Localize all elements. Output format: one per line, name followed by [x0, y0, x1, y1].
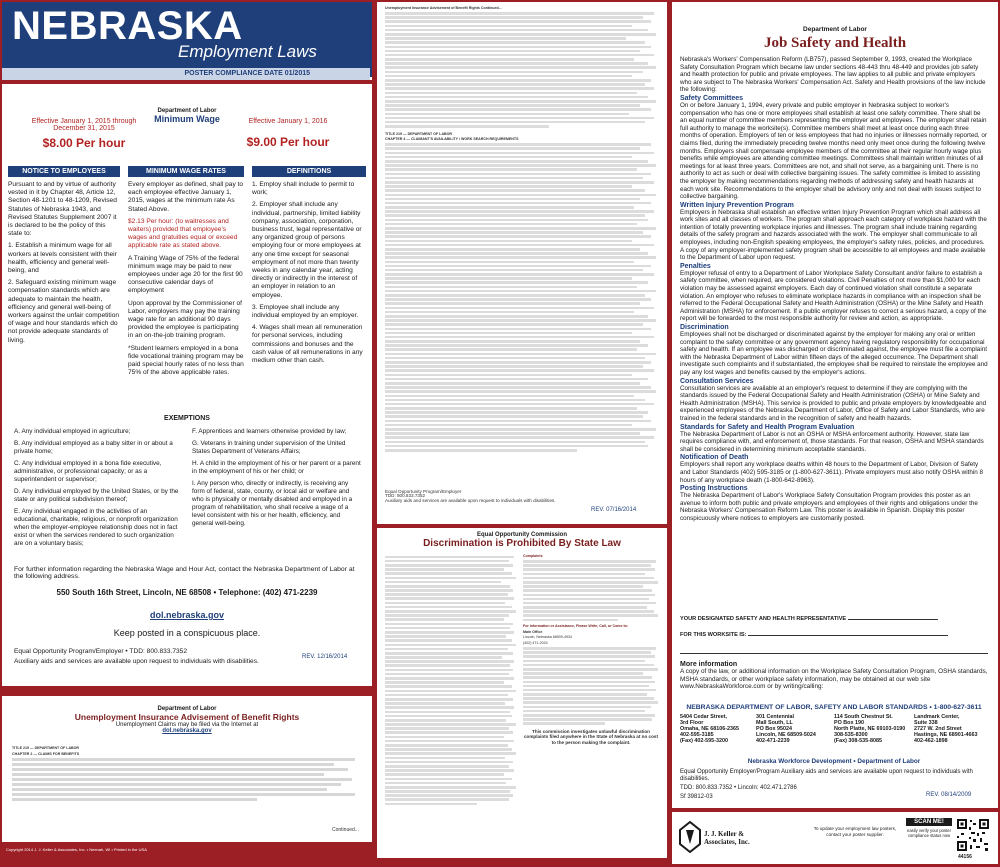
- disc-left-column: [385, 554, 517, 807]
- exemptions-right: [192, 428, 362, 532]
- js-worksite-line-2: [680, 642, 988, 654]
- office-line: Mall South, LL: [756, 720, 793, 726]
- ui-cont-body: [377, 2, 667, 457]
- ui-dept: Department of Labor: [157, 706, 217, 712]
- js-text-consultation: Consultation services are available at an employer's request to determine if they are complying with the standards issued by the Federal Occupational Safety and Health Administration (OSHA) or Mine Safety and Health Administration (MSHA). This service is provided to public and private employers by knowledgeable and experienced employees of the Nebraska Department of Labor, Office of Safety and Labor Standards, who are trained in the federal standards and in the recognition of safety and health hazards.: [680, 384, 987, 422]
- update-text: To update your employment law posters, contact your poster supplier.: [813, 826, 897, 837]
- mw-aux-line: Auxiliary aids and services are available upon request to individuals with disabilities.: [14, 658, 259, 665]
- office-lincoln: [756, 714, 832, 744]
- mw-column-definitions: [252, 166, 366, 369]
- poster-subtitle: Employment Laws: [178, 42, 317, 61]
- exemption-f: F. Apprentices and learners otherwise provided by law;: [192, 428, 347, 435]
- ui-cont-chapter4: CHAPTER 4 — CLAIMANT'S AVAILABILITY / WORK SEARCH REQUIREMENTS: [385, 137, 519, 142]
- discrimination-panel: [377, 528, 667, 858]
- col-definitions-heading: DEFINITIONS: [252, 166, 366, 177]
- js-text-standards: The Nebraska Department of Labor is not an OSHA or MSHA enforcement authority. However, state law requires compliance with, and enforcement of, those standards. For that reason, OSHA and MSHA standards shall be considered in determining minimum acceptable standards.: [680, 430, 984, 453]
- office-line: 3rd Floor: [680, 720, 704, 726]
- ui-continued: Continued...: [332, 827, 359, 833]
- ui-cont-revision: REV. 07/16/2014: [591, 507, 637, 513]
- mw-keep-posted: Keep posted in a conspicuous place.: [113, 628, 261, 638]
- js-heading-penalties: Penalties: [680, 262, 711, 270]
- mw-column-notice: [8, 166, 120, 349]
- ui-cont-tdd: TDD: 800.833.7352: [385, 493, 426, 499]
- disc-dept: Equal Opportunity Commission: [476, 532, 567, 538]
- ui-continued-panel: [377, 2, 667, 524]
- js-heading-injury-program: Written Injury Prevention Program: [680, 201, 794, 209]
- exemptions-left: [14, 428, 180, 552]
- ui-subtitle: Unemployment Claims may be filed via the Internet at: [115, 722, 259, 728]
- disc-main-office: Main Office: [523, 629, 543, 634]
- definition-2: 2. Employer shall include any individual, partnership, limited liability company, association, corporation, business trust, legal representative or any organized group of persons employing four or more employees at any one time except for seasonal employment of not more than twenty weeks in any calendar year, acting directly or indirectly in the interest of an employer in relation to an employee.: [252, 201, 362, 299]
- js-heading-committees: Safety Committees: [680, 94, 744, 102]
- rates-text-1: Every employer as defined, shall pay to each employee effective January 1, 2015, wages at the minimum rate As Stated Above.: [128, 181, 244, 213]
- ui-rules-lines: [12, 758, 362, 801]
- qr-code-icon[interactable]: [956, 818, 990, 852]
- notice-text: Pursuant to and by virtue of authority vested in it by Chapter 48, Article 12, Section 48-1201 to 48-1209, Revised Statutes of Nebraska 1943, and Revised Statutes Supplement 2007 it is declared to be the policy of this state to:: [8, 181, 117, 238]
- office-line: Hastings, NE 68901-4663: [914, 732, 978, 738]
- rates-text-5: *Student learners employed in a bona fide vocational training program may be paid special hourly rates of no less than 75% of the above applicable rates.: [128, 344, 244, 377]
- js-title: Job Safety and Health: [763, 35, 907, 51]
- js-revision: REV. 08/14/2009: [926, 792, 972, 798]
- exemption-e: E. Any individual engaged in the activities of an educational, charitable, religious, or nonprofit organization when the employer-employee relationship does not in fact exist or when the services rendered to such organization are on a voluntary basis;: [14, 508, 178, 547]
- ui-cont-eo: [385, 490, 556, 503]
- ui-cont-aux: Auxiliary aids and services are available upon request to individuals with disabilities.: [385, 497, 556, 503]
- office-north-platte: [834, 714, 910, 744]
- disc-complaints-heading: Complaints: [523, 554, 543, 558]
- js-heading-standards: Standards for Safety and Health Program Evaluation: [680, 423, 855, 431]
- js-tdd: TDD: 800.833.7352 • Lincoln: 402.471.2786: [680, 785, 797, 791]
- ui-cont-lines-1: [385, 12, 659, 128]
- exemption-g: G. Veterans in training under supervision of the United States Department of Veterans Affairs;: [192, 440, 346, 455]
- mw-rate-2016: [228, 118, 348, 149]
- js-more-text: A copy of the law, or additional information on the Workplace Safety Consultation Program, OSHA standards, MSHA standards, or other workplace safety information, may be obtained at our web site www.NebraskaWorkforce.com or by writing/calling:: [680, 668, 988, 691]
- disc-right-column: [523, 554, 659, 746]
- footer-strip: [672, 812, 998, 864]
- mw-rate2-effective: Effective January 1, 2016: [248, 118, 328, 125]
- col-notice-heading: NOTICE TO EMPLOYEES: [8, 166, 120, 177]
- office-line: 402-595-3185: [680, 732, 714, 738]
- office-line: (Fax) 308-535-8085: [834, 738, 882, 744]
- disc-address: Lincoln, Nebraska 68509-4934: [523, 635, 572, 640]
- scan-label: SCAN ME!: [906, 818, 952, 826]
- mw-rate2-amount: $9.00 Per hour: [246, 135, 330, 149]
- js-text-committees: On or before January 1, 1994, every private and public employer in Nebraska subject to worker's compensation who has one or more employees shall establish at least one safety committee. There shall be an equal number of committee members representing the employer and employees. The employer shall retain full authority to manage the worksite(s). Committee members shall meet at least once during each three months of operation. Employers of ten or less employees that had no injuries or illnesses normally reported, or claims filed, during the immediately preceding twelve months need only meet once during the following twelve months. Employers shall compensate employee members of the committee at their regular hourly wage plus benefits while employees are attending committee meetings. Committees shall maintain written minutes of all meetings for at least three years. Committees are not, and shall not serve, as a bargaining unit. There is no authority to act as such or deal with collective bargaining issues. The safety committee is limited to assisting the employer by making recommendations regarding methods of addressing safety and health hazards at each work site. Recommendations to the employer shall be advisory only and not deal with issues subject to collective bargaining.: [680, 101, 987, 201]
- js-dept-line: NEBRASKA DEPARTMENT OF LABOR, SAFETY AND LABOR STANDARDS • 1-800-627-3611: [686, 704, 982, 711]
- rates-text-4: Upon approval by the Commissioner of Labor, employers may pay the training wage rate for an additional 90 days provided the employee is participating in an on-the-job training program.: [128, 299, 242, 340]
- js-text-injury-program: Employers in Nebraska shall establish an effective written Injury Prevention Program which shall address all work sites and all classes of workers. The program shall approach each category of workplace hazard with the intention of totally preventing workplace injuries and illnesses. The program shall include training regarding details of the safety program and hazards associated with the work. The employer shall communicate to all employees, including non-English speaking employees, the employer's safety rules, policies, and procedures. A copy of any employer-implemented safety program shall be accessible to all employees and made available to the Department of Labor upon request.: [680, 208, 987, 262]
- scan-subtext: easily verify your poster compliance status now: [907, 828, 951, 838]
- mw-website-link[interactable]: dol.nebraska.gov: [149, 610, 225, 620]
- definition-1: 1. Employ shall include to permit to work;: [252, 181, 355, 197]
- scan-block: [906, 818, 952, 838]
- office-line: Landmark Center,: [914, 714, 960, 720]
- mw-dept: Department of Labor: [157, 108, 217, 114]
- js-representative: [680, 616, 988, 622]
- rates-text-3: A Training Wage of 75% of the federal minimum wage may be paid to new employees under age 20 for the first 90 consecutive calendar days of employment: [128, 254, 243, 295]
- exemptions-heading: EXEMPTIONS: [164, 415, 210, 422]
- exemption-d: D. Any individual employed by the United States, or by the state or any political subdivision thereof;: [14, 488, 179, 503]
- mw-eo-line: Equal Opportunity Program/Employer • TDD: 800.833.7352: [14, 648, 187, 655]
- office-line: 301 Centennial: [756, 714, 795, 720]
- js-sf: Sf 39812-03: [680, 794, 713, 800]
- office-line: Lincoln, NE 68509-5024: [756, 732, 816, 738]
- ui-title: Unemployment Insurance Advisement of Benefit Rights: [74, 712, 300, 722]
- js-dept: Department of Labor: [803, 26, 867, 33]
- js-heading-death: Notification of Death: [680, 454, 749, 462]
- ui-link[interactable]: dol.nebraska.gov: [162, 728, 212, 734]
- office-line: 308-535-8300: [834, 732, 868, 738]
- js-rep-line: [848, 619, 938, 620]
- office-line: PO Box 95024: [756, 726, 792, 732]
- unemployment-panel: [2, 696, 372, 842]
- office-line: 5404 Cedar Street,: [680, 714, 728, 720]
- state-title: NEBRASKA: [12, 4, 243, 48]
- js-worksite: [680, 632, 988, 638]
- office-line: Omaha, NE 68106-2365: [680, 726, 740, 732]
- ui-cont-lines-2: [385, 143, 659, 451]
- disc-phone: (402) 471-2024: [523, 641, 548, 645]
- office-line: PO Box 190: [834, 720, 864, 726]
- js-text-death: Employers shall report any workplace deaths within 48 hours to the Department of Labor, Division of Safety and Labor Standards (402) 595-3185 or (1-800-627-3611). Private employers must also notify OSHA within 8 hours of any workplace death (1-800-642-8963).: [680, 461, 983, 484]
- exemption-a: A. Any individual employed in agriculture;: [14, 428, 131, 435]
- exemption-b: B. Any individual employed as a baby sitter in or about a private home;: [14, 440, 173, 455]
- office-line: Suite 338: [914, 720, 938, 726]
- keller-logo-icon: [678, 820, 702, 854]
- office-hastings: [914, 714, 990, 744]
- ui-chapter: CHAPTER 2 — CLAIMS FOR BENEFITS: [12, 751, 80, 756]
- ui-cont-head: Unemployment Insurance Advisement of Benefit Rights Continued...: [385, 6, 502, 10]
- js-heading-discrimination: Discrimination: [680, 324, 729, 331]
- copyright: Copyright 2014 J. J. Keller & Associates, Inc. • Neenah, WI • Printed in the USA: [6, 847, 147, 852]
- rates-text-2: $2.13 Per hour: (to waitresses and waiters) provided that employee's wages and gratuities equal or exceed applicable rate as stated above.: [128, 217, 238, 250]
- disc-info-heading: For Information or Assistance, Please Write, Call, or Come to:: [523, 624, 629, 629]
- js-worksite-line: [748, 635, 948, 636]
- js-nwd: Nebraska Workforce Development • Department of Labor: [747, 758, 921, 765]
- disc-title: Discrimination is Prohibited By State Law: [423, 538, 621, 549]
- js-text-posting: The Nebraska Department of Labor's Workplace Safety Consultation Program provides this poster as an avenue to inform both public and private employers and employees of their rights and obligations under the Nebraska Workers' Compensation Reform Law. This poster is available in Spanish. Display this poster conspicuously where notices to employers are customarily posted.: [680, 492, 978, 522]
- ui-cont-title219: TITLE 219 — DEPARTMENT OF LABOR: [385, 131, 453, 136]
- js-text-discrimination: Employees shall not be discharged or discriminated against by the employer for making any oral or written complaint to the safety committee or any government agency having regulatory responsibility for occupational safety and health. If an employee was discharged or discriminated against, the employee must file a complaint with the Nebraska Department of Labor within fifteen days of the alleged occurrence. The Department shall investigate such complaints and if substantiated, the employee shall be required to reinstate the employee and pay any lost wages and benefits caused by the employer's actions.: [680, 331, 988, 376]
- ui-body: [12, 746, 362, 803]
- mw-rate1-effective: Effective January 1, 2015 through December 31, 2015: [31, 118, 137, 132]
- js-worksite-label: FOR THIS WORKSITE IS:: [680, 632, 747, 638]
- mw-address: 550 South 16th Street, Lincoln, NE 68508 • Telephone: (402) 471-2239: [56, 588, 318, 597]
- exemption-i: I. Any person who, directly or indirectly, is receiving any form of federal, state, county, or local aid or welfare and who is physically or mentally disabled and employed in a program of rehabilitation, who shall receive a wage of a level consistent with his or her health, efficiency, and general well-being.: [192, 480, 353, 527]
- definition-3: 3. Employee shall include any individual employed by an employer.: [252, 303, 359, 320]
- job-safety-panel: [672, 2, 998, 808]
- js-intro: Nebraska's Workers' Compensation Reform (LB757), passed September 9, 1993, created the Workplace Safety Consultation Program which became law under sections 48-443 thru 48-449 and provides job safety and health protection for public and private employees. The law applies to all public and private employers who are subject to The Nebraska Workers' Compensation Act. Safety and Health provisions of the law include the following:: [680, 56, 986, 94]
- exemption-c: C. Any individual employed in a bona fide executive, administrative, or professional capacity; or as a superintendent or supervisor;: [14, 460, 162, 483]
- definition-4: 4. Wages shall mean all remuneration for personal services, including commissions and bonuses and the cash value of all remunerations in any medium other than cash.: [252, 324, 363, 365]
- exemption-h: H. A child in the employment of his or her parent or a parent in the employment of his or her child; or: [192, 460, 361, 475]
- col-rates-heading: MINIMUM WAGE RATES: [128, 166, 244, 177]
- office-line: (Fax) 402-595-3200: [680, 738, 728, 744]
- mw-revision: REV. 12/16/2014: [302, 654, 348, 660]
- disc-footer: This commission investigates unlawful discrimination complaints filed anywhere in the State of Nebraska at no cost to the person making the complaint.: [523, 728, 659, 745]
- ui-title219: TITLE 219 — DEPARTMENT OF LABOR: [12, 746, 80, 750]
- js-body: [680, 56, 988, 523]
- office-line: 2727 W. 2nd Street: [914, 726, 962, 732]
- minimum-wage-panel: [2, 84, 372, 686]
- mw-rate-2015: [24, 118, 144, 150]
- js-eo: Equal Opportunity Employer/Program Auxiliary aids and services are available upon request to individuals with disabilities.: [680, 769, 973, 782]
- office-line: 114 South Chestnut St.: [834, 714, 893, 720]
- mw-rate1-amount: $8.00 Per hour: [42, 136, 126, 150]
- compliance-date: POSTER COMPLIANCE DATE 01/2015: [2, 68, 370, 80]
- office-line: North Platte, NE 69103-0190: [834, 726, 906, 732]
- ui-cont-eo-line: Equal Opportunity Program/Employer: [385, 489, 462, 494]
- part-number: 44156: [958, 854, 972, 860]
- notice-item-2: 2. Safeguard existing minimum wage compensation standards which are adequate to maintain the health, efficiency and general well-being of workers against the unfair competition of wage and hour standards which do not provide adequate standards of living.: [8, 279, 120, 344]
- office-omaha: [680, 714, 756, 744]
- mw-column-rates: [128, 166, 244, 381]
- js-rep-label: YOUR DESIGNATED SAFETY AND HEALTH REPRESENTATIVE: [680, 616, 847, 622]
- js-heading-posting: Posting Instructions: [680, 485, 748, 493]
- office-line: 402-462-1898: [914, 738, 948, 744]
- office-line: 402-471-2239: [756, 738, 790, 744]
- keller-logo-text: J. J. Keller & Associates, Inc.: [704, 830, 750, 846]
- mw-title: Minimum Wage: [154, 114, 220, 124]
- js-text-penalties: Employer refusal of entry to a Department of Labor Workplace Safety Consultant and/or failure to establish a safety committee, when required, are considered violations. Civil Penalties of not more than $1,000 for each violation may be assessed against employers. Each day of continued violation shall constitute a separate violation. An employer who refuses to eliminate workplace hazards in compliance with an inspection shall be referred to the Federal Occupational Safety and Health Administration (OSHA) or the Mine Safety and Health Administration (MSHA) for enforcement. If a public employer refuses to correct a serious hazard, a copy of the report will be forwarded to the most responsible authority for review and action, as appropriate.: [680, 269, 987, 323]
- notice-item-1: 1. Establish a minimum wage for all workers at levels consistent with their health, efficiency and general well-being, and: [8, 242, 117, 275]
- mw-further-info: For further information regarding the Nebraska Wage and Hour Act, contact the Nebraska Department of Labor at the following address.: [14, 566, 355, 580]
- js-more-heading: More information: [680, 661, 738, 668]
- js-heading-consultation: Consultation Services: [680, 377, 754, 385]
- js-more-info: [680, 660, 988, 691]
